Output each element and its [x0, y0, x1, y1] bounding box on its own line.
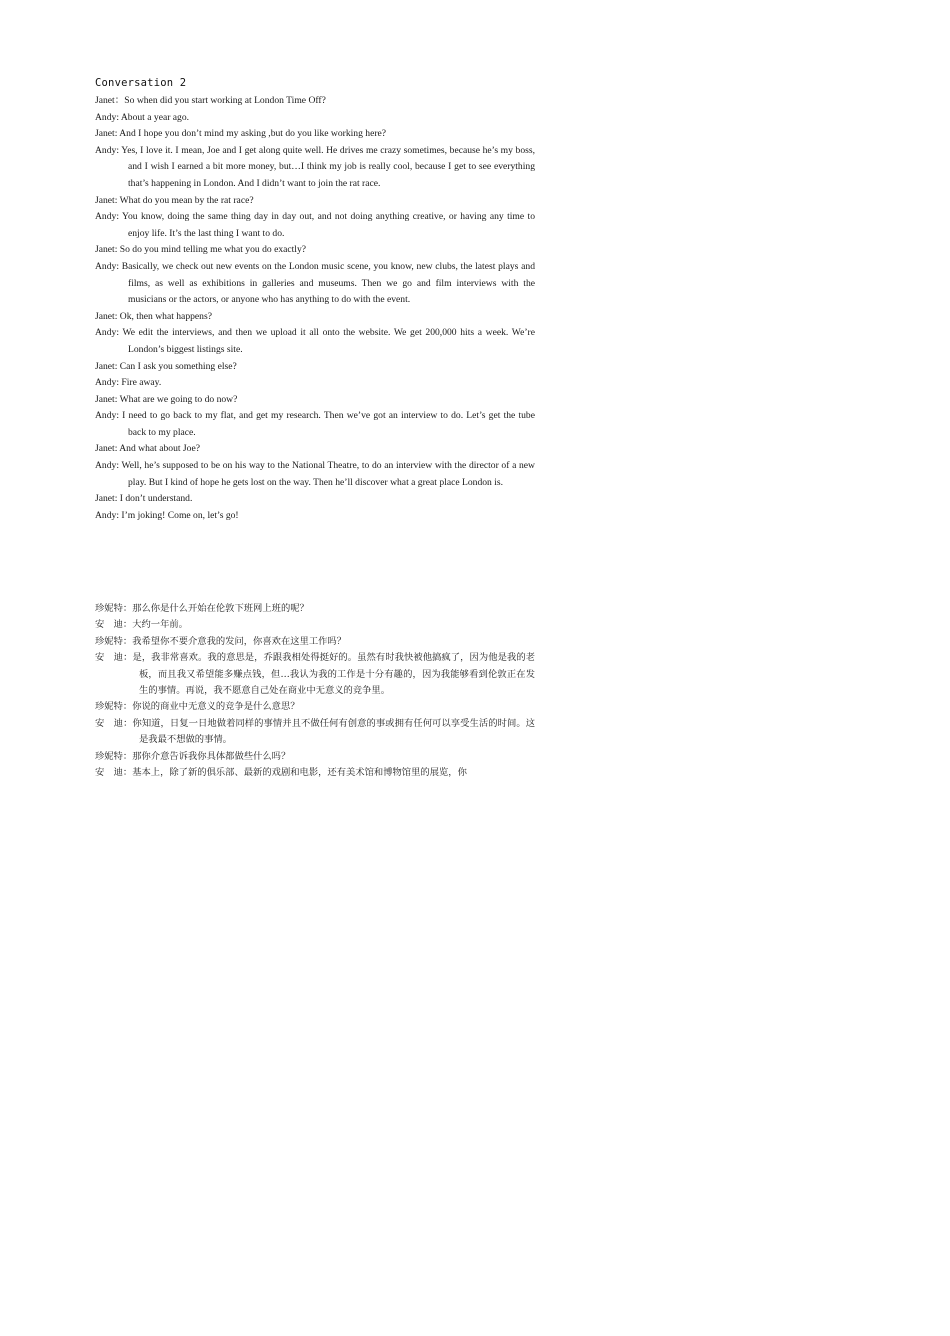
chinese-line: 珍妮特：那你介意告诉我你具体都做些什么吗？ [95, 750, 291, 762]
chinese-line: 珍妮特：那么你是什么开始在伦敦下班网上班的呢？ [95, 603, 309, 614]
english-line: Janet: Can I ask you something else? [95, 360, 237, 372]
english-line: Janet: I don’t understand. [95, 493, 193, 505]
english-line: Janet: And I hope you don’t mind my asking ,but do you like working here? [95, 128, 387, 140]
chinese-line: 安 迪：大约一年前。 [95, 619, 188, 631]
chinese-line: 安 迪：你知道，日复一日地做着同样的事情并且不做任何有创意的事或拥有任何可以享受生活的时间。这是我最不想做的事情。 [95, 717, 535, 746]
english-line: Janet：So when did you start working at London Time Off? [95, 95, 326, 106]
chinese-line: 珍妮特：我希望你不要介意我的发问，你喜欢在这里工作吗？ [95, 635, 347, 647]
english-transcript [95, 93, 535, 524]
english-line: Andy: About a year ago. [95, 111, 190, 123]
english-line: Andy: Well, he’s supposed to be on his way to the National Theatre, to do an interview with the director of a new play. But I kind of hope he gets lost on the way. Then he’ll discover what a great place London is. [95, 460, 535, 488]
english-line: Janet: What do you mean by the rat race? [95, 194, 254, 206]
conversation-title: Conversation 2 [95, 77, 187, 89]
english-line: Janet: And what about Joe? [95, 443, 200, 455]
english-line: Janet: What are we going to do now? [95, 393, 238, 405]
english-line: Andy: I’m joking! Come on, let’s go! [95, 509, 239, 521]
english-line: Andy: Fire away. [95, 377, 162, 389]
english-line: Andy: You know, doing the same thing day in day out, and not doing anything creative, or having any time to enjoy life. It’s the last thing I want to do. [95, 211, 535, 239]
english-line: Andy: I need to go back to my flat, and get my research. Then we’ve got an interview to do. Let’s get the tube back to my place. [95, 410, 535, 438]
english-line: Janet: Ok, then what happens? [95, 310, 212, 322]
chinese-transcript [95, 601, 535, 781]
english-line: Janet: So do you mind telling me what you do exactly? [95, 244, 307, 256]
english-line: Andy: Yes, I love it. I mean, Joe and I get along quite well. He drives me crazy sometimes, because he’s my boss, and I wish I earned a bit more money, but…I think my job is really cool, because I get to see everything that’s happening in London. And I didn’t want to join the rat race. [95, 144, 535, 189]
chinese-line: 安 迪：基本上，除了新的俱乐部、最新的戏剧和电影，还有美术馆和博物馆里的展览，你 [95, 767, 467, 779]
english-line: Andy: We edit the interviews, and then we upload it all onto the website. We get 200,000 hits a week. We’re London’s biggest listings site. [95, 327, 535, 355]
english-line: Andy: Basically, we check out new events on the London music scene, you know, new clubs, the latest plays and films, as well as exhibitions in galleries and museums. Then we go and film interviews with the musicians or the actors, or anyone who has anything to do with the event. [95, 260, 535, 306]
chinese-line: 珍妮特：你说的商业中无意义的竞争是什么意思？ [95, 701, 300, 713]
chinese-line: 安 迪：是，我非常喜欢。我的意思是，乔跟我相处得挺好的。虽然有时我快被他搞疯了，因为他是我的老板，而且我又希望能多赚点钱，但…我认为我的工作是十分有趣的，因为我能够看到伦敦正在发生的事情。再说，我不愿意自己处在商业中无意义的竞争里。 [95, 652, 535, 697]
